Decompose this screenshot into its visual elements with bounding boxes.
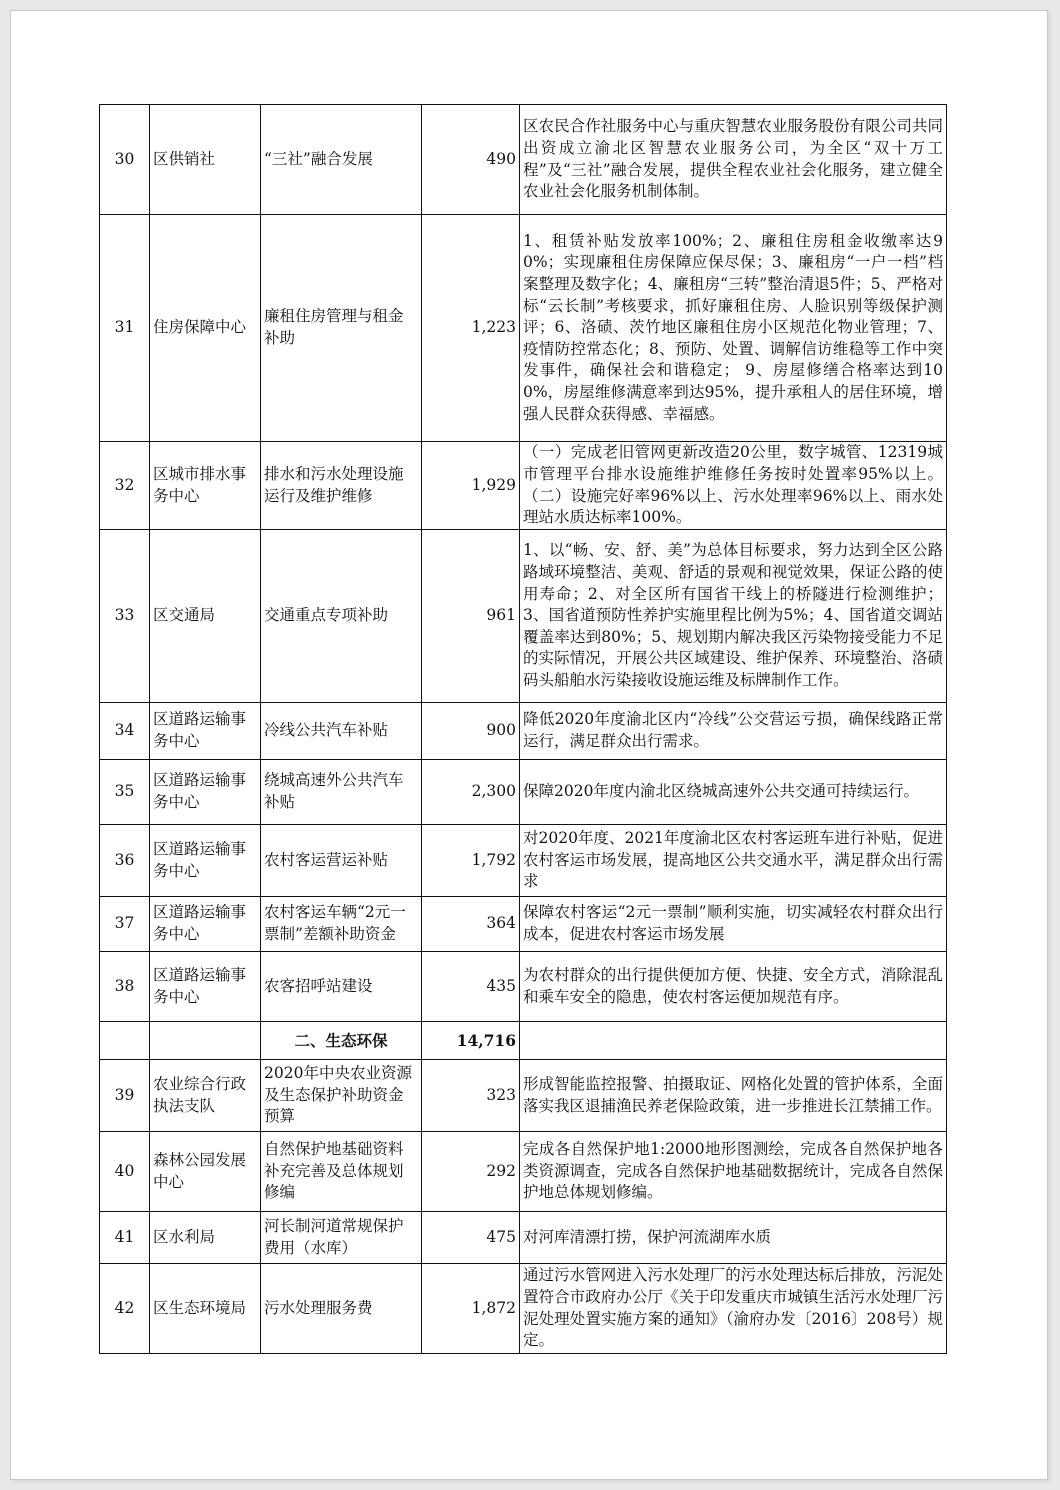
department-cell: 森林公园发展中心: [150, 1132, 261, 1212]
amount-cell: 961: [422, 530, 520, 703]
department-cell: 住房保障中心: [150, 215, 261, 442]
project-cell: 农村客运车辆“2元一票制”差额补助资金: [261, 897, 422, 952]
table-row: [100, 952, 947, 1022]
row-number: 32: [100, 442, 150, 530]
table-row: [100, 105, 947, 215]
row-number: [100, 1022, 150, 1060]
budget-table: [99, 104, 947, 1354]
amount-cell: 292: [422, 1132, 520, 1212]
department-cell: 区交通局: [150, 530, 261, 703]
department-cell: 区道路运输事务中心: [150, 703, 261, 760]
row-number: 40: [100, 1132, 150, 1212]
amount-cell: 1,872: [422, 1264, 520, 1354]
table-row: [100, 760, 947, 825]
document-page: [10, 10, 1048, 1480]
row-number: 37: [100, 897, 150, 952]
project-cell: 农客招呼站建设: [261, 952, 422, 1022]
table-row: [100, 1264, 947, 1354]
amount-cell: 435: [422, 952, 520, 1022]
department-cell: 区城市排水事务中心: [150, 442, 261, 530]
department-cell: 区道路运输事务中心: [150, 897, 261, 952]
amount-cell: 490: [422, 105, 520, 215]
row-number: 31: [100, 215, 150, 442]
goal-cell: 区农民合作社服务中心与重庆智慧农业服务股份有限公司共同出资成立渝北区智慧农业服务公司，为全区“双十万工程”及“三社”融合发展，提供全程农业社会化服务，建立健全农业社会化服务机制体制。: [520, 105, 947, 215]
table-row: [100, 1060, 947, 1132]
section-title: 二、生态环保: [261, 1022, 422, 1060]
row-number: 30: [100, 105, 150, 215]
goal-cell: 1、租赁补贴发放率100%；2、廉租住房租金收缴率达90%；实现廉租住房保障应保尽保；3、廉租房“一户一档”档案整理及数字化；4、廉租房“三转”整治清退5件；5、严格对标“云长制”考核要求，抓好廉租住房、人脸识别等级保护测评；6、洛碛、茨竹地区廉租住房小区规范化物业管理；7、疫情防控常态化；8、预防、处置、调解信访维稳等工作中突发事件，确保社会和谐稳定； 9、房屋修缮合格率达到100%，房屋维修满意率到达95%，提升承租人的居住环境，增强人民群众获得感、幸福感。: [520, 215, 947, 442]
goal-cell: 保障农村客运“2元一票制”顺利实施，切实减轻农村群众出行成本，促进农村客运市场发展: [520, 897, 947, 952]
department-cell: 区供销社: [150, 105, 261, 215]
table-row: [100, 530, 947, 703]
section-header-row: [100, 1022, 947, 1060]
project-cell: 排水和污水处理设施运行及维护维修: [261, 442, 422, 530]
project-cell: 农村客运营运补贴: [261, 825, 422, 897]
project-cell: 2020年中央农业资源及生态保护补助资金预算: [261, 1060, 422, 1132]
amount-cell: 1,223: [422, 215, 520, 442]
project-cell: 绕城高速外公共汽车补贴: [261, 760, 422, 825]
goal-cell: 1、以“畅、安、舒、美”为总体目标要求，努力达到全区公路路域环境整洁、美观、舒适的景观和视觉效果，保证公路的使用寿命；2、对全区所有国省干线上的桥隧进行检测维护；3、国省道预防性养护实施里程比例为5%；4、国省道交调站覆盖率达到80%；5、规划期内解决我区污染物接受能力不足的实际情况，开展公共区域建设、维护保养、环境整治、洛碛码头船舶水污染接收设施运维及标牌制作工作。: [520, 530, 947, 703]
goal-cell: 形成智能监控报警、拍摄取证、网格化处置的管护体系，全面落实我区退捕渔民养老保险政策，进一步推进长江禁捕工作。: [520, 1060, 947, 1132]
department-cell: 区道路运输事务中心: [150, 825, 261, 897]
row-number: 35: [100, 760, 150, 825]
project-cell: 冷线公共汽车补贴: [261, 703, 422, 760]
goal-cell: 对2020年度、2021年度渝北区农村客运班车进行补贴，促进农村客运市场发展，提高地区公共交通水平，满足群众出行需求: [520, 825, 947, 897]
table-row: [100, 1132, 947, 1212]
amount-cell: 323: [422, 1060, 520, 1132]
project-cell: 交通重点专项补助: [261, 530, 422, 703]
goal-cell: 通过污水管网进入污水处理厂的污水处理达标后排放，污泥处置符合市政府办公厅《关于印发重庆市城镇生活污水处理厂污泥处理处置实施方案的通知》（渝府办发〔2016〕208号）规定。: [520, 1264, 947, 1354]
amount-cell: 475: [422, 1212, 520, 1264]
department-cell: 区水利局: [150, 1212, 261, 1264]
table-row: [100, 442, 947, 530]
project-cell: 河长制河道常规保护费用（水库）: [261, 1212, 422, 1264]
goal-cell: 保障2020年度内渝北区绕城高速外公共交通可持续运行。: [520, 760, 947, 825]
table-row: [100, 215, 947, 442]
goal-cell: 为农村群众的出行提供便加方便、快捷、安全方式，消除混乱和乘车安全的隐患，使农村客运便加规范有序。: [520, 952, 947, 1022]
amount-cell: 1,929: [422, 442, 520, 530]
goal-cell: 降低2020年度渝北区内“冷线”公交营运亏损，确保线路正常运行，满足群众出行需求。: [520, 703, 947, 760]
project-cell: 污水处理服务费: [261, 1264, 422, 1354]
row-number: 34: [100, 703, 150, 760]
row-number: 38: [100, 952, 150, 1022]
amount-cell: 900: [422, 703, 520, 760]
project-cell: “三社”融合发展: [261, 105, 422, 215]
department-cell: 农业综合行政执法支队: [150, 1060, 261, 1132]
amount-cell: 364: [422, 897, 520, 952]
row-number: 33: [100, 530, 150, 703]
project-cell: 廉租住房管理与租金补助: [261, 215, 422, 442]
row-number: 39: [100, 1060, 150, 1132]
table-row: [100, 703, 947, 760]
department-cell: 区道路运输事务中心: [150, 760, 261, 825]
row-number: 41: [100, 1212, 150, 1264]
goal-cell: （一）完成老旧管网更新改造20公里，数字城管、12319城市管理平台排水设施维护维修任务按时处置率95%以上。（二）设施完好率96%以上、污水处理率96%以上、雨水处理站水质达标率100%。: [520, 442, 947, 530]
table-row: [100, 897, 947, 952]
amount-cell: 1,792: [422, 825, 520, 897]
section-total-amount: 14,716: [422, 1022, 520, 1060]
project-cell: 自然保护地基础资料补充完善及总体规划修编: [261, 1132, 422, 1212]
goal-cell: 完成各自然保护地1:2000地形图测绘，完成各自然保护地各类资源调查，完成各自然保护地基础数据统计，完成各自然保护地总体规划修编。: [520, 1132, 947, 1212]
goal-cell: [520, 1022, 947, 1060]
row-number: 42: [100, 1264, 150, 1354]
goal-cell: 对河库清漂打捞，保护河流湖库水质: [520, 1212, 947, 1264]
department-cell: 区道路运输事务中心: [150, 952, 261, 1022]
department-cell: 区生态环境局: [150, 1264, 261, 1354]
table-row: [100, 825, 947, 897]
amount-cell: 2,300: [422, 760, 520, 825]
department-cell: [150, 1022, 261, 1060]
table-row: [100, 1212, 947, 1264]
row-number: 36: [100, 825, 150, 897]
